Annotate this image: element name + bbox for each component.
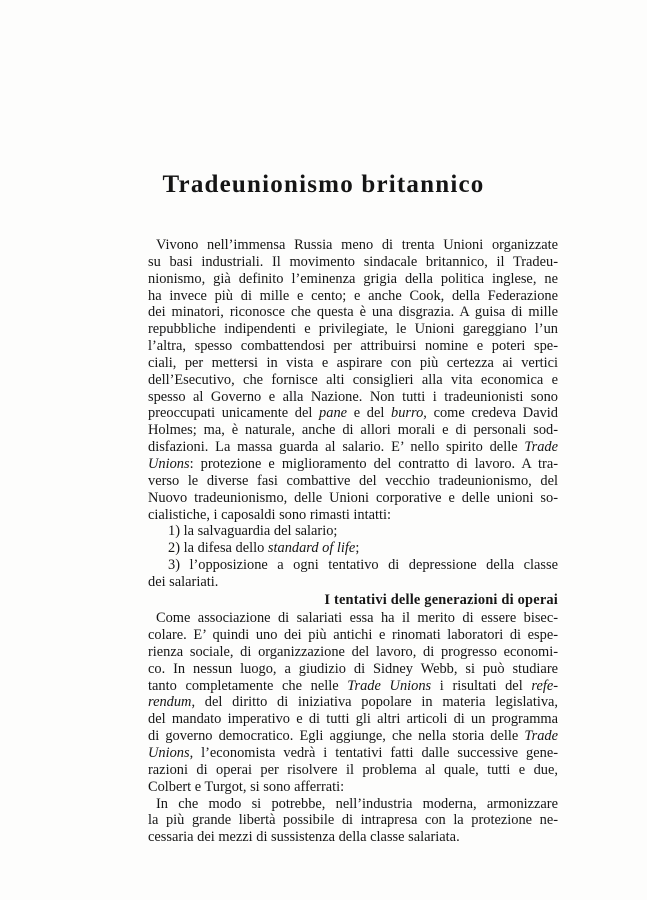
text-line: verso le diverse fasi combattive del vecchio tradeunionismo, del — [148, 472, 558, 489]
text-line: su basi industriali. Il movimento sindacale britannico, il Tradeu- — [148, 253, 558, 270]
text-line: tanto completamente che nelle Trade Unions i risultati del refe- — [148, 677, 559, 694]
list-item-continuation: dei salariati. — [148, 573, 219, 590]
text-line: Unions, l’economista vedrà i tentativi fatti dalle successive gene- — [148, 744, 558, 761]
text-line: l’altra, spesso combattendosi per attribuirsi nomine e poteri spe- — [148, 338, 558, 355]
text-line: Vivono nell’immensa Russia meno di trenta Unioni organizzate — [156, 237, 558, 253]
text-line: Colbert e Turgot, si sono afferrati: — [148, 778, 345, 795]
text-line: di governo democratico. Egli aggiunge, che nella storia delle Trade — [148, 728, 558, 745]
text-line: Come associazione di salariati essa ha il merito di essere bisec- — [156, 610, 558, 627]
text-line: dei minatori, riconosce che questa è una disgrazia. A guisa di mille — [148, 304, 558, 321]
text-line: dell’Esecutivo, che fornisce alti consiglieri alla vita economica e — [148, 371, 558, 388]
text-line: co. In nessun luogo, a giudizio di Sidney Webb, si può studiare — [148, 660, 558, 677]
text-line: Holmes; ma, è naturale, anche di allori morali e di personali sod- — [148, 422, 558, 439]
text-line: razioni di operai per risolvere il problema al quale, tutti e due, — [148, 761, 558, 778]
text-line: colare. E’ quindi uno dei più antichi e rinomati laboratori di espe- — [148, 627, 558, 644]
list-item: 1) la salvaguardia del salario; — [168, 523, 338, 540]
text-line: Unions: protezione e miglioramento del contratto di lavoro. A tra- — [148, 455, 558, 472]
text-line: rendum, del diritto di iniziativa popolare in materia legislativa, — [148, 694, 558, 711]
text-line: cialistiche, i caposaldi sono rimasti intatti: — [148, 506, 391, 523]
text-line: del mandato imperativo e di tutti gli altri articoli di un programma — [148, 711, 558, 728]
text-line: cessaria dei mezzi di sussistenza della classe salariata. — [148, 829, 460, 846]
list-item: 3) l’opposizione a ogni tentativo di depressione della classe — [168, 557, 558, 574]
text-line: preoccupati unicamente del pane e del burro, come credeva David — [148, 405, 558, 422]
text-line: nionismo, già definito l’eminenza grigia della politica inglese, ne — [148, 270, 558, 287]
text-line: repubbliche indipendenti e privilegiate, le Unioni gareggiano l’un — [148, 321, 558, 338]
page-title: Tradeunionismo britannico — [162, 171, 485, 198]
text-line: rienza sociale, di organizzazione del lavoro, di progresso economi- — [148, 643, 558, 660]
text-line: disfazioni. La massa guarda al salario. E’ nello spirito delle Trade — [148, 439, 558, 456]
text-line: ha invece più di mille e cento; e anche Cook, della Federazione — [148, 287, 558, 304]
text-line: ciali, per mettersi in vista e aspirare con più certezza ai vertici — [148, 354, 558, 371]
article-body — [148, 237, 558, 846]
text-line: In che modo si potrebbe, nell’industria moderna, armonizzare — [156, 795, 558, 812]
text-line: spesso al Governo e alla Nazione. Non tutti i tradeunionisti sono — [148, 388, 558, 405]
text-line: Nuovo tradeunionismo, delle Unioni corporative e delle unioni so- — [148, 489, 558, 506]
section-heading: I tentativi delle generazioni di operai — [324, 591, 558, 608]
list-item: 2) la difesa dello standard of life; — [168, 540, 360, 557]
text-line: la più grande libertà possibile di intrapresa con la protezione ne- — [148, 812, 558, 829]
